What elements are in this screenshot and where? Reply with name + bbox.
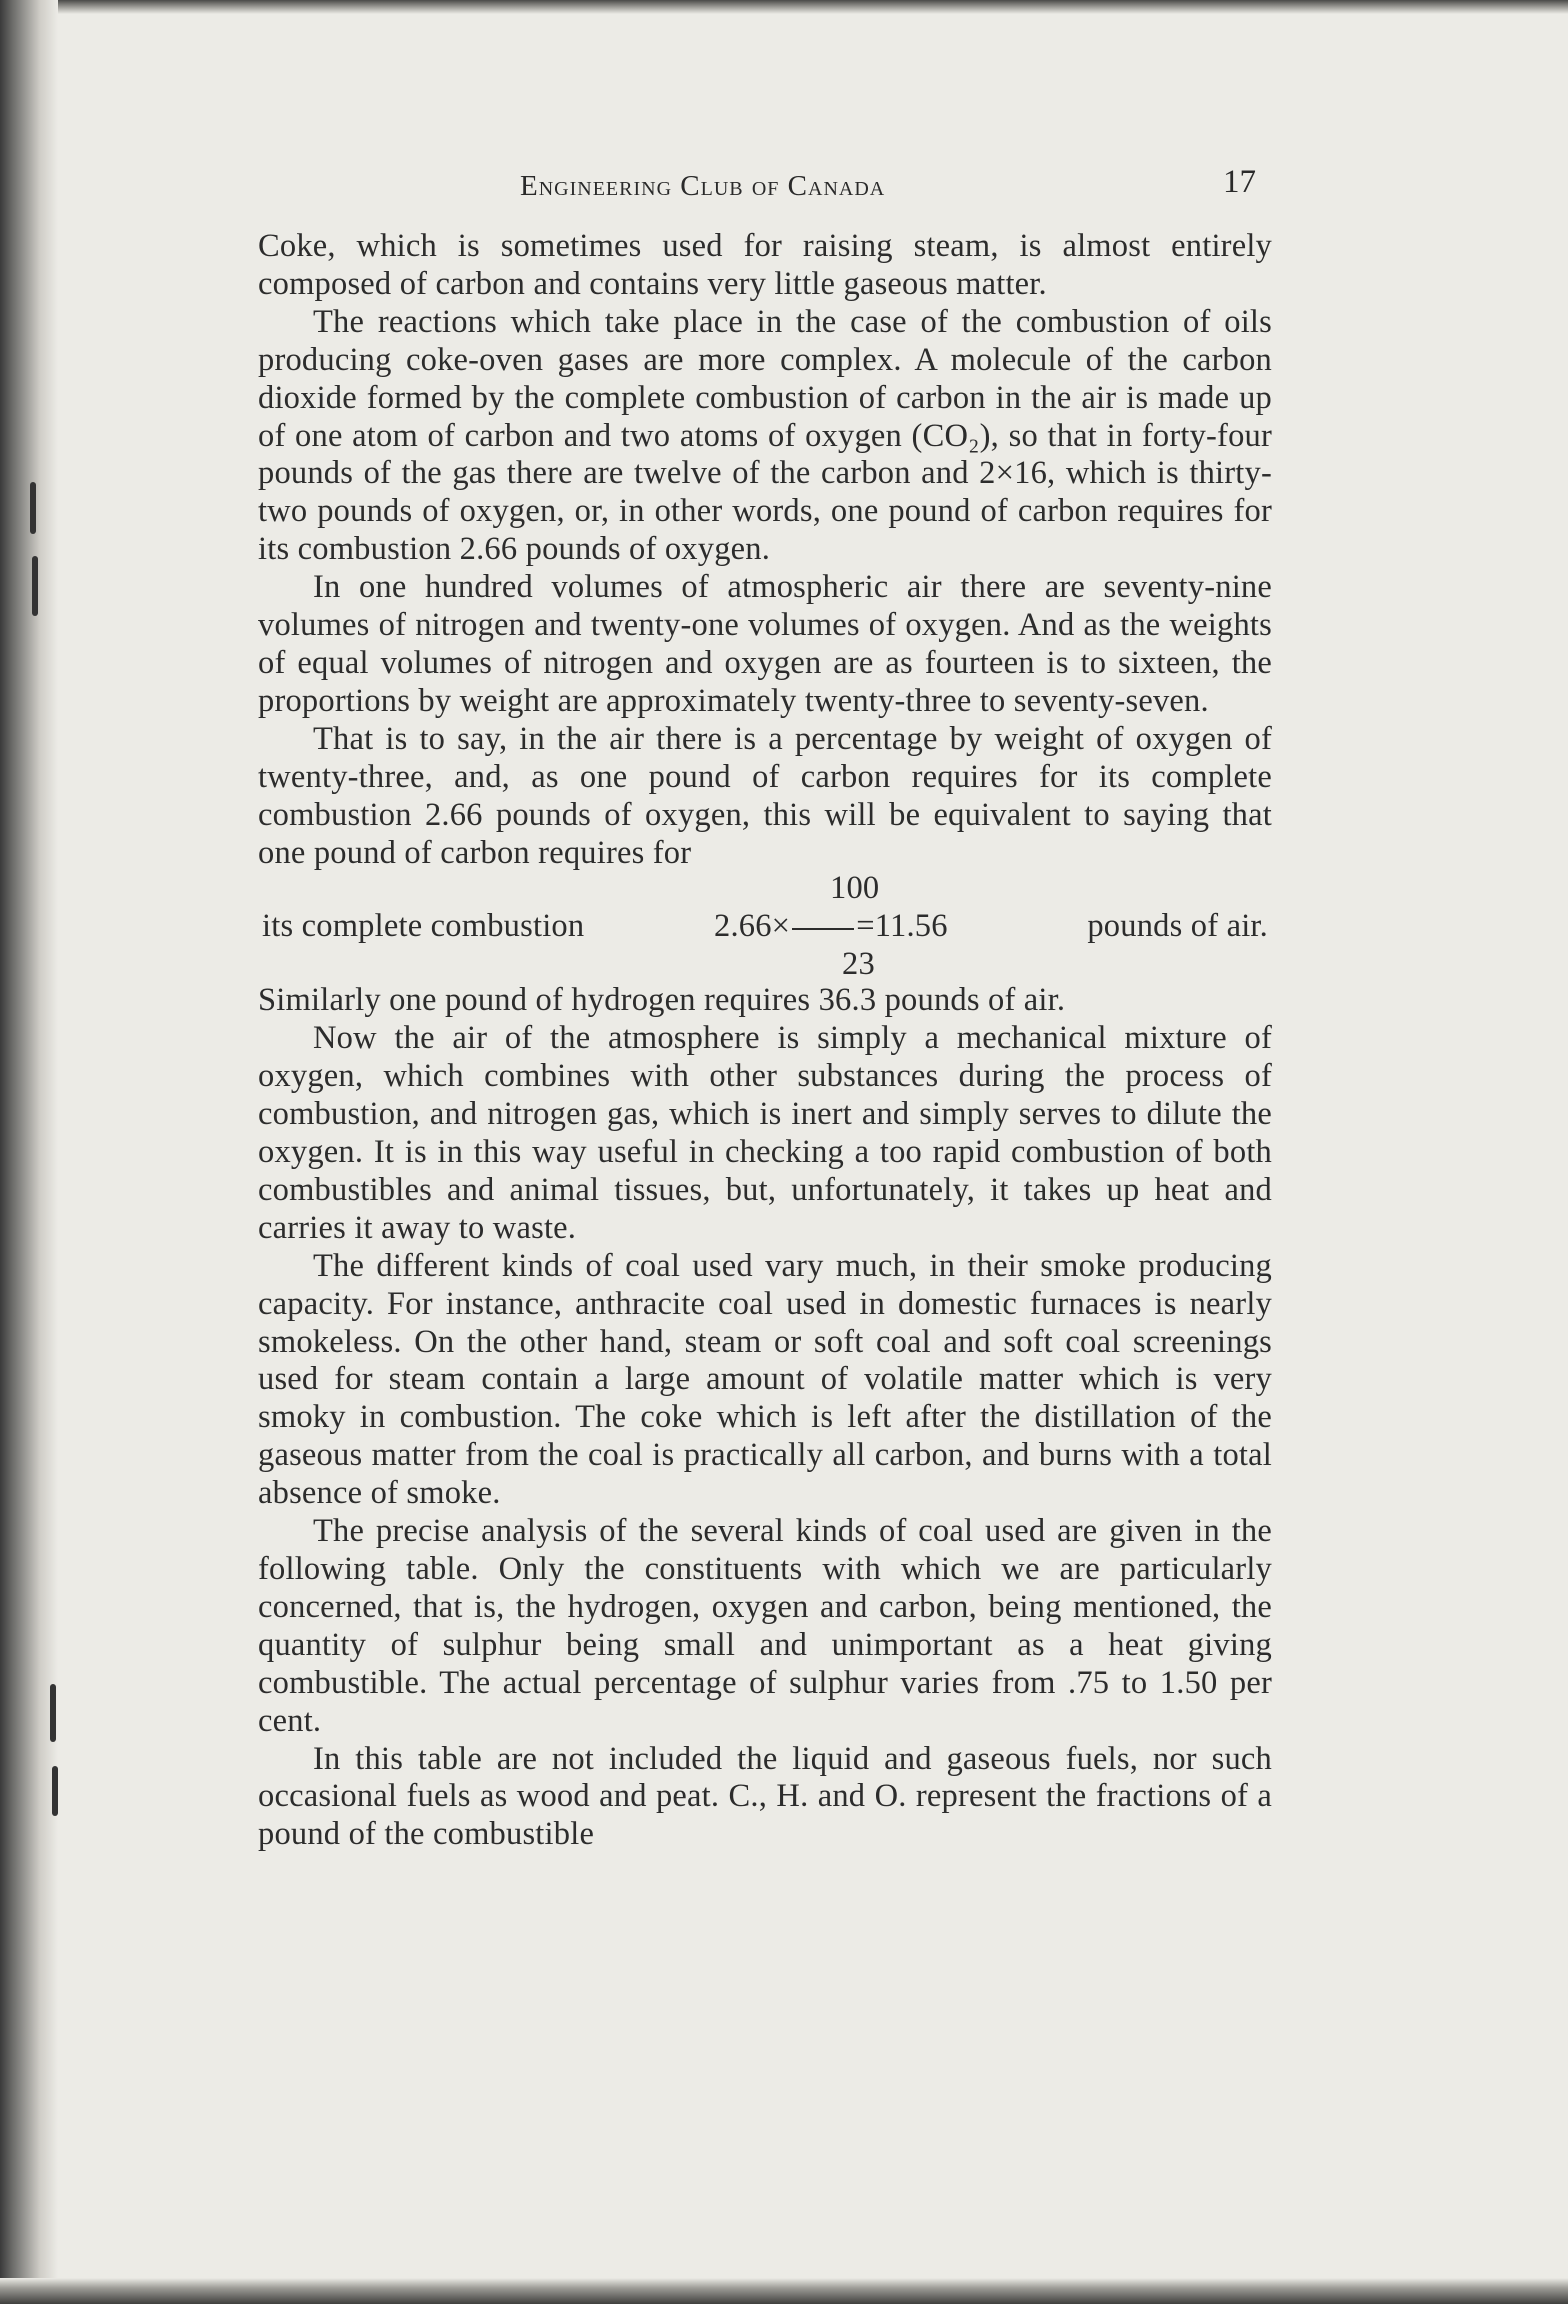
binding-mark [52, 1766, 58, 1816]
formula-lead-text: its complete combustion [262, 908, 585, 945]
formula-denominator: 23 [842, 946, 875, 983]
formula-result: =11.56 [856, 908, 948, 945]
paragraph-hydrogen: Similarly one pound of hydrogen requires 36.3 pounds of air. [258, 982, 1066, 1019]
running-title: Engineering Club of Canada [520, 170, 886, 202]
scan-left-edge [0, 0, 58, 2304]
paragraph-coal-kinds: The different kinds of coal used vary much, in their smoke producing capacity. For instance, anthracite coal used in domestic furnaces is nearly smokeless. On the other hand, steam or soft coal and soft coal screenings used for steam contain a large amount of volatile matter which is very smoky in combustion. The coke which is left after the distillation of the gaseous matter from the coal is practically all carbon, and burns with a total absence of smoke. [258, 1247, 1272, 1512]
formula-factor: 2.66× [714, 908, 791, 945]
formula-expression [714, 908, 948, 946]
paragraph-percentage: That is to say, in the air there is a percentage by weight of oxygen of twenty-three, and, as one pound of carbon requires for its complete combustion 2.66 pounds of oxygen, this will be equivalent to saying that one pound of carbon requires for [258, 720, 1272, 871]
paragraph-volumes: In one hundred volumes of atmospheric air there are seventy-nine volumes of nitrogen and twenty-one volumes of oxygen. And as the weights of equal volumes of nitrogen and oxygen are as fourteen is to sixteen, the proportions by weight are approximately twenty-three to seventy-seven. [258, 569, 1272, 719]
formula-unit: pounds of air. [1087, 908, 1268, 945]
paragraph-coke: Coke, which is sometimes used for raising steam, is almost entirely composed of carbon and contains very little gaseous matter. [258, 228, 1272, 302]
scan-top-edge [0, 0, 1568, 14]
paragraph-atmosphere: Now the air of the atmosphere is simply a mechanical mixture of oxygen, which combines with other substances during the process of combustion, and nitrogen gas, which is inert and simply serves to dilute the oxygen. It is in this way useful in checking a too rapid combustion of both combustibles and animal tissues, but, unfortunately, it takes up heat and carries it away to waste. [258, 1020, 1272, 1246]
running-head [258, 150, 1272, 210]
formula-numerator: 100 [830, 870, 880, 907]
body-text [258, 228, 1272, 1854]
scan-bottom-edge [0, 2278, 1568, 2304]
binding-mark [30, 482, 36, 534]
air-requirement-formula [258, 872, 1272, 982]
book-page [258, 150, 1272, 1854]
paragraph-analysis: The precise analysis of the several kinds of coal used are given in the following table. Only the constituents with which we are particularly concerned, that is, the hydrogen, oxygen and carbon, being mentioned, the quantity of sulphur being small and unimportant as a heat giving combustible. The actual percentage of sulphur varies from .75 to 1.50 per cent. [258, 1513, 1272, 1739]
paragraph-table-note: In this table are not included the liquid and gaseous fuels, nor such occasional fuels as wood and peat. C., H. and O. represent the fractions of a pound of the combustible [258, 1740, 1272, 1853]
binding-mark [50, 1684, 56, 1742]
paragraph-reactions: The reactions which take place in the case of the combustion of oils producing coke-oven gases are more complex. A molecule of the carbon dioxide formed by the complete combustion of carbon in the air is made up of one atom of carbon and two atoms of oxygen (CO₂), so that in forty-four pounds of the gas there are twelve of the carbon and 2×16, which is thirty-two pounds of oxygen, or, in other words, one pound of carbon requires for its combustion 2.66 pounds of oxygen. [258, 303, 1272, 568]
fraction-bar [792, 928, 854, 930]
binding-mark [32, 556, 38, 616]
page-number: 17 [1223, 164, 1256, 200]
